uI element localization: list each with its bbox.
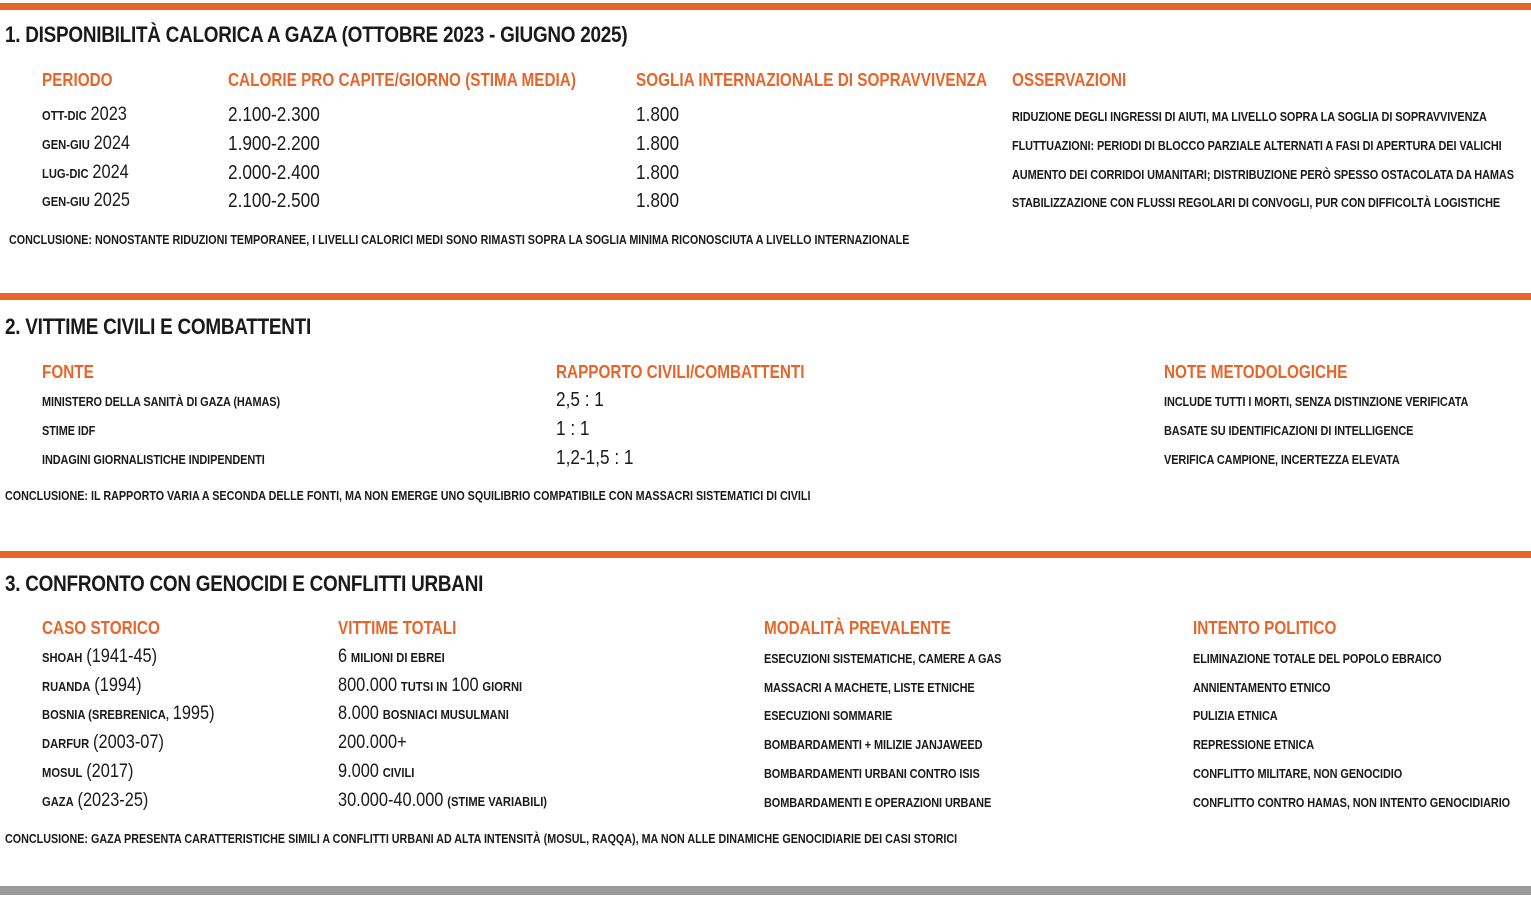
s1-row-threshold: 1.800: [636, 133, 680, 155]
s1-row-calories: 2.000-2.400: [228, 162, 320, 184]
s3-header-intent: INTENTO POLITICO: [1193, 618, 1337, 638]
section-2-top-rule: [0, 293, 1531, 300]
s3-header-victims: VITTIME TOTALI: [338, 618, 457, 638]
s3-row-victims: 9.000 CIVILI: [338, 761, 415, 782]
s3-row-victims: 6 MILIONI DI EBREI: [338, 646, 445, 667]
s2-header-notes: NOTE METODOLOGICHE: [1164, 362, 1348, 382]
s1-row-note: AUMENTO DEI CORRIDOI UMANITARI; DISTRIBUZIONE PERÒ SPESSO OSTACOLATA DA HAMAS: [1012, 167, 1514, 182]
section-1-top-rule: [0, 3, 1531, 10]
s3-row-case: BOSNIA (SREBRENICA, 1995): [42, 703, 215, 724]
s3-row-victims: 200.000+: [338, 732, 407, 753]
s3-header-case: CASO STORICO: [42, 618, 160, 638]
s1-header-period: PERIODO: [42, 70, 113, 90]
s3-row-victims: 800.000 TUTSI IN 100 GIORNI: [338, 675, 523, 696]
s1-row-note: FLUTTUAZIONI: PERIODI DI BLOCCO PARZIALE ALTERNATI A FASI DI APERTURA DEI VALICHI: [1012, 138, 1502, 153]
s1-row-period: GEN-GIU 2024: [42, 133, 131, 154]
s3-row-case: RUANDA (1994): [42, 675, 142, 696]
s3-row-victims: 8.000 BOSNIACI MUSULMANI: [338, 703, 509, 724]
s3-row-intent: CONFLITTO MILITARE, NON GENOCIDIO: [1193, 766, 1403, 781]
s1-row-threshold: 1.800: [636, 104, 680, 126]
s2-row-ratio: 1,2-1,5 : 1: [556, 447, 634, 469]
s2-row-note: VERIFICA CAMPIONE, INCERTEZZA ELEVATA: [1164, 452, 1400, 467]
s3-row-intent: ELIMINAZIONE TOTALE DEL POPOLO EBRAICO: [1193, 651, 1442, 666]
s1-row-calories: 2.100-2.300: [228, 104, 320, 126]
s1-row-period: OTT-DIC 2023: [42, 104, 127, 125]
s2-row-source: MINISTERO DELLA SANITÀ DI GAZA (HAMAS): [42, 394, 281, 409]
s2-row-ratio: 2,5 : 1: [556, 389, 604, 411]
s1-header-threshold: SOGLIA INTERNAZIONALE DI SOPRAVVIVENZA: [636, 70, 988, 90]
s3-row-victims: 30.000-40.000 (STIME VARIABILI): [338, 790, 548, 811]
s3-row-mode: ESECUZIONI SISTEMATICHE, CAMERE A GAS: [764, 651, 1002, 666]
s3-row-mode: BOMBARDAMENTI E OPERAZIONI URBANE: [764, 795, 992, 810]
s1-row-period: GEN-GIU 2025: [42, 190, 131, 211]
s1-row-calories: 1.900-2.200: [228, 133, 320, 155]
s1-row-threshold: 1.800: [636, 162, 680, 184]
s2-header-ratio: RAPPORTO CIVILI/COMBATTENTI: [556, 362, 805, 382]
section-3-top-rule: [0, 551, 1531, 558]
s1-row-calories: 2.100-2.500: [228, 190, 320, 212]
section-3-title: 3. CONFRONTO CON GENOCIDI E CONFLITTI URBANI: [5, 571, 484, 596]
s3-row-mode: MASSACRI A MACHETE, LISTE ETNICHE: [764, 680, 975, 695]
s2-conclusion: CONCLUSIONE: IL RAPPORTO VARIA A SECONDA DELLE FONTI, MA NON EMERGE UNO SQUILIBRIO COMPATIBILE CON MASSACRI SISTEMATICI DI CIVILI: [5, 489, 811, 503]
s1-row-note: STABILIZZAZIONE CON FLUSSI REGOLARI DI CONVOGLI, PUR CON DIFFICOLTÀ LOGISTICHE: [1012, 195, 1501, 210]
s3-row-case: MOSUL (2017): [42, 761, 134, 782]
section-2-title: 2. VITTIME CIVILI E COMBATTENTI: [5, 314, 311, 339]
s2-row-ratio: 1 : 1: [556, 418, 590, 440]
s1-row-threshold: 1.800: [636, 190, 680, 212]
s1-header-observations: OSSERVAZIONI: [1012, 70, 1127, 90]
s1-row-note: RIDUZIONE DEGLI INGRESSI DI AIUTI, MA LIVELLO SOPRA LA SOGLIA DI SOPRAVVIVENZA: [1012, 109, 1487, 124]
s3-row-mode: BOMBARDAMENTI + MILIZIE JANJAWEED: [764, 737, 983, 752]
s3-row-mode: BOMBARDAMENTI URBANI CONTRO ISIS: [764, 766, 980, 781]
s3-conclusion: CONCLUSIONE: GAZA PRESENTA CARATTERISTICHE SIMILI A CONFLITTI URBANI AD ALTA INTENSITÀ (MOSUL, RAQQA), MA NON ALLE DINAMICHE GENOCIDIARIE DEI CASI STORICI: [5, 832, 958, 846]
s2-row-note: INCLUDE TUTTI I MORTI, SENZA DISTINZIONE VERIFICATA: [1164, 394, 1469, 409]
s2-row-note: BASATE SU IDENTIFICAZIONI DI INTELLIGENCE: [1164, 423, 1414, 438]
s3-row-case: GAZA (2023-25): [42, 790, 149, 811]
s3-row-case: DARFUR (2003-07): [42, 732, 164, 753]
s2-row-source: INDAGINI GIORNALISTICHE INDIPENDENTI: [42, 452, 265, 467]
s2-header-source: FONTE: [42, 362, 94, 382]
s1-row-period: LUG-DIC 2024: [42, 162, 129, 183]
s3-header-mode: MODALITÀ PREVALENTE: [764, 618, 951, 638]
s3-row-mode: ESECUZIONI SOMMARIE: [764, 708, 893, 723]
s3-row-intent: PULIZIA ETNICA: [1193, 708, 1278, 723]
s1-conclusion: CONCLUSIONE: NONOSTANTE RIDUZIONI TEMPORANEE, I LIVELLI CALORICI MEDI SONO RIMASTI SOPRA LA SOGLIA MINIMA RICONOSCIUTA A LIVELLO INTERNAZIONALE: [9, 233, 910, 247]
s3-row-intent: ANNIENTAMENTO ETNICO: [1193, 680, 1331, 695]
footer-rule: [0, 886, 1531, 895]
section-1-title: 1. DISPONIBILITÀ CALORICA A GAZA (OTTOBRE 2023 - GIUGNO 2025): [5, 22, 628, 47]
s1-header-calories: CALORIE PRO CAPITE/GIORNO (STIMA MEDIA): [228, 70, 576, 90]
s3-row-intent: CONFLITTO CONTRO HAMAS, NON INTENTO GENOCIDIARIO: [1193, 795, 1511, 810]
s3-row-intent: REPRESSIONE ETNICA: [1193, 737, 1315, 752]
s3-row-case: SHOAH (1941-45): [42, 646, 158, 667]
s2-row-source: STIME IDF: [42, 423, 96, 438]
